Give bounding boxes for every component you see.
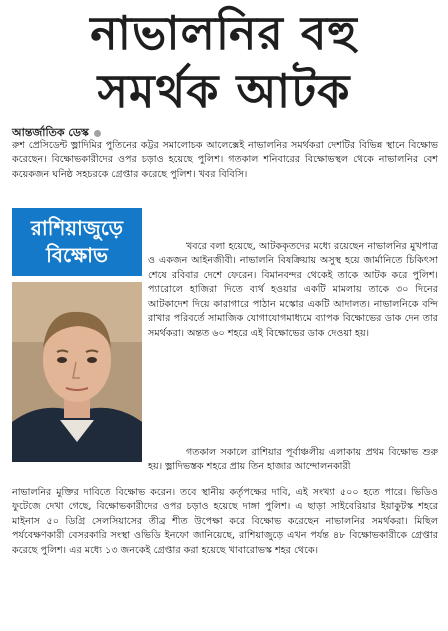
article-paragraph-1: রুশ প্রেসিডেন্ট ভ্লাদিমির পুতিনের কট্টর সমালোচক আলেক্সেই নাভালনির সমর্থকরা দেশটির বিভিন্ন স্থানে বিক্ষোভ করেছেন। বিক্ষোভকারীদের ওপর চড়াও হয়েছে পুলিশ। গতকাল শনিবারের বিক্ষোভস্থল থেকে নাভালনির বেশ কয়েকজন ঘনিষ্ঠ সহচরকে গ্রেপ্তার করেছে পুলিশ। খবর বিবিসি।: [12, 140, 438, 180]
section-label: আন্তর্জাতিক ডেস্ক: [12, 126, 89, 139]
article-paragraph-2: খবরে বলা হয়েছে, আটককৃতদের মধ্যে রয়েছেন নাভালনির মুখপাত্র ও একজন আইনজীবী। নাভালনি বিষক্রিয়ায় অসুস্থ হয়ে জার্মানিতে চিকিৎসা শেষে রবিবার দেশে ফেরেন। বিমানবন্দর থেকেই তাকে আটক করে পুলিশ। প্যারোলে হাজিরা দিতে ব্যর্থ হওয়ার একটি মামলায় তাকে ৩০ দিনের আটকাদেশ দিয়ে কারাগারে পাঠান মস্কোর একটি আদালত। নাভালনিকে বন্দি রাখার পরিবর্তে সামাজিক যোগাযোগমাধ্যমে ব্যাপক বিক্ষোভের ডাক দেন তার সমর্থকরা। অন্তত ৬০ শহরে এই বিক্ষোভের ডাক দেওয়া হয়।: [148, 241, 438, 339]
sidebar-tag-line-2: বিক্ষোভ: [46, 243, 108, 267]
portrait-photo: [12, 282, 142, 462]
sidebar-tag-line-1: রাশিয়াজুড়ে: [30, 216, 124, 240]
article-paragraph-3-part-1: গতকাল সকালে রাশিয়ার পূর্বাঞ্চলীয় এলাকায় প্রথম বিক্ষোভ শুরু হয়। ভ্লাদিভস্তক শহরে প্রায় তিন হাজার আন্দোলনকারী: [148, 447, 438, 473]
headline-line-2: সমর্থক আটক: [97, 64, 351, 118]
headline-line-1: নাভালনির বহু: [90, 6, 358, 60]
article-paragraph-3-part-2: নাভালনির মুক্তির দাবিতে বিক্ষোভ করেন। তবে স্থানীয় কর্তৃপক্ষের দাবি, এই সংখ্যা ৫০০ হতে পারে। ভিডিও ফুটেজে দেখা গেছে, বিক্ষোভকারীদের ওপর চড়াও হয়েছে দাঙ্গা পুলিশ। এ ছাড়া সাইবেরিয়ার ইয়াকুটস্ক শহরে মাইনাস ৫০ ডিগ্রি সেলসিয়াসের তীব্র শীত উপেক্ষা করে বিক্ষোভ করেছেন নাভালনির সমর্থকরা। মিছিল পর্যবেক্ষণকারী বেসরকারি সংস্থা ওভিডি ইনফো জানিয়েছে, রাশিয়াজুড়ে এখন পর্যন্ত ৪৮ বিক্ষোভকারীকে গ্রেপ্তার করেছে পুলিশ। এর মধ্যে ১৩ জনকেই গ্রেপ্তার করা হয়েছে খাবারোভস্ক শহর থেকে।: [12, 487, 438, 556]
sidebar-tag: [12, 208, 142, 276]
portrait-illustration: [12, 282, 142, 462]
bullet-dot-icon: [94, 130, 101, 137]
section-desk: [12, 126, 101, 140]
